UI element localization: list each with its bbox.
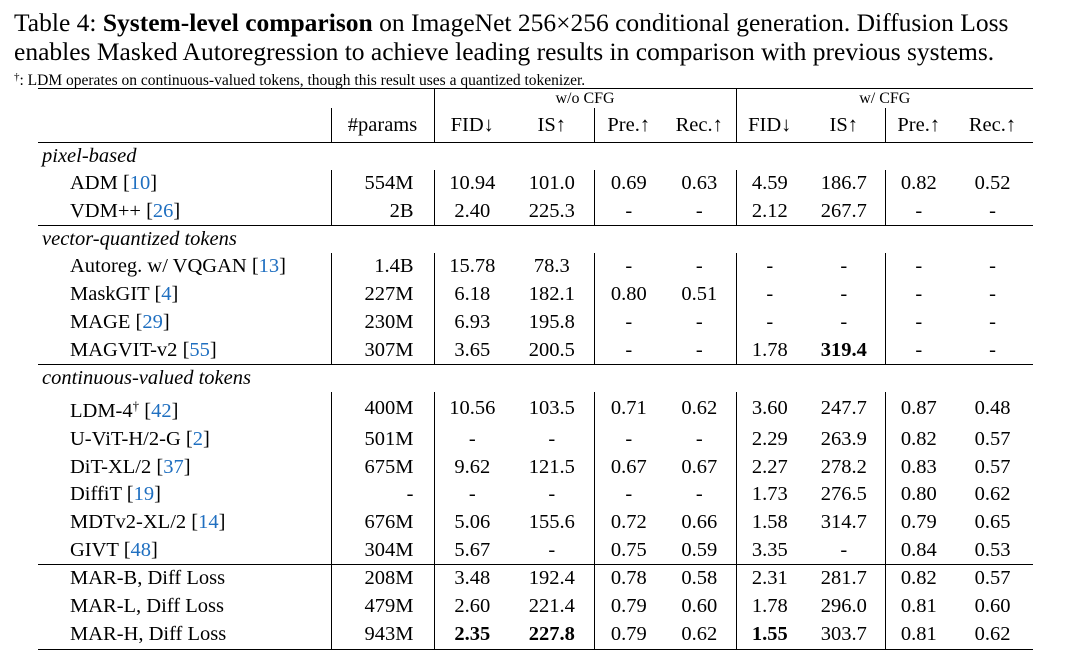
group-wo-cfg: w/o CFG: [434, 89, 736, 109]
citation-number: 26: [152, 199, 174, 222]
section-title: pixel-based: [42, 145, 137, 167]
bracket: ]: [279, 255, 286, 278]
citation-link[interactable]: [252, 255, 286, 277]
value-cell: -: [594, 481, 663, 509]
value-cell: -: [840, 538, 848, 561]
value-cell: 0.62: [952, 621, 1033, 649]
method-cell: [38, 565, 331, 593]
method-cell: [38, 454, 331, 482]
value-cell: 0.67: [594, 454, 663, 482]
method-name: MAGVIT-v2: [70, 338, 183, 361]
value-cell: 2.27: [736, 454, 803, 482]
value-cell: 192.4: [510, 565, 594, 593]
table-row: [38, 170, 1033, 198]
bracket: ]: [162, 310, 170, 333]
table-row: [38, 454, 1033, 482]
value-cell: 0.53: [974, 538, 1011, 561]
method-cell: [38, 621, 331, 649]
value-cell: 0.79: [594, 621, 663, 649]
table-row: [38, 593, 1033, 621]
column-header-row: [38, 108, 1033, 143]
method-cell: [38, 337, 331, 365]
header-fid-w: FID↓: [736, 108, 803, 143]
value-cell: -: [594, 337, 663, 365]
value-cell: 182.1: [528, 283, 575, 306]
value-cell: -: [736, 253, 803, 281]
group-empty-cell: [38, 89, 331, 109]
value-cell: 303.7: [803, 621, 885, 649]
value-cell: 155.6: [528, 511, 575, 534]
header-rec-w: Rec.↑: [952, 108, 1033, 143]
bracket: ]: [173, 199, 181, 222]
value-cell: -: [695, 199, 703, 222]
value-cell: 1.73: [736, 481, 803, 509]
value-cell: 0.87: [885, 392, 952, 426]
value-cell: -: [594, 198, 663, 226]
value-cell: 0.83: [885, 454, 952, 482]
bracket: [: [154, 283, 162, 306]
value-cell: 10.94: [434, 170, 510, 198]
value-cell: -: [434, 481, 510, 509]
caption-prefix: Table 4:: [14, 8, 103, 37]
value-cell: -: [989, 310, 996, 333]
value-cell: 0.72: [594, 509, 663, 537]
value-cell: 0.82: [885, 426, 952, 454]
value-cell: 6.93: [434, 309, 510, 337]
method-cell: [38, 281, 331, 309]
value-cell: -: [840, 283, 848, 306]
value-cell: -: [840, 255, 848, 278]
value-cell: 0.60: [681, 595, 718, 618]
value-cell: 0.78: [594, 565, 663, 593]
method-cell: [38, 537, 331, 565]
method-name: MAR-H, Diff Loss: [70, 622, 227, 645]
value-cell: 3.65: [434, 337, 510, 365]
params-cell: 2B: [331, 198, 434, 226]
value-cell: 0.79: [594, 593, 663, 621]
value-cell: 0.67: [681, 455, 718, 478]
value-cell: 0.66: [681, 511, 718, 534]
citation-link[interactable]: [135, 311, 169, 333]
method-name: MAR-B, Diff Loss: [70, 567, 226, 590]
method-cell: [38, 509, 331, 537]
section-title: vector-quantized tokens: [38, 226, 1033, 254]
value-cell: -: [548, 538, 556, 561]
citation-link[interactable]: [146, 200, 180, 222]
value-cell: -: [548, 483, 556, 506]
value-cell: -: [989, 255, 996, 278]
header-rec-wo: Rec.↑: [663, 108, 736, 143]
params-cell: 675M: [331, 454, 434, 482]
citation-number: 55: [189, 338, 210, 361]
method-name: LDM-4: [70, 400, 133, 423]
value-cell: 0.52: [974, 172, 1011, 194]
value-cell: -: [695, 483, 703, 506]
bracket: ]: [171, 400, 179, 423]
value-cell: 0.48: [974, 397, 1011, 420]
bracket: [: [185, 427, 193, 450]
params-cell: 304M: [331, 537, 434, 565]
method-cell: [38, 392, 331, 426]
bracket: [: [251, 255, 259, 278]
citation-number: 10: [129, 172, 151, 194]
value-cell: 319.4: [820, 338, 867, 361]
header-method: [38, 108, 331, 143]
table-row: [38, 281, 1033, 309]
value-cell: 276.5: [820, 483, 867, 506]
value-cell: -: [434, 426, 510, 454]
method-cell: [38, 593, 331, 621]
value-cell: 2.60: [434, 593, 510, 621]
method-name: U-ViT-H/2-G: [70, 427, 186, 450]
bracket: ]: [218, 511, 226, 534]
method-name: MAGE: [70, 310, 136, 333]
citation-number: 14: [198, 511, 219, 534]
dagger-mark: †: [132, 398, 140, 414]
value-cell: 78.3: [533, 255, 570, 278]
citation-link[interactable]: [191, 511, 225, 533]
table-row: [38, 198, 1033, 226]
table-row: [38, 392, 1033, 426]
value-cell: -: [695, 338, 703, 361]
table-row: [38, 509, 1033, 537]
method-name: DiffiT: [70, 483, 127, 506]
value-cell: 0.62: [663, 621, 736, 649]
table-row: [38, 621, 1033, 649]
bracket: [: [182, 338, 190, 361]
table-row: [38, 253, 1033, 281]
value-cell: 0.81: [885, 593, 952, 621]
group-empty-cell: [331, 89, 434, 109]
params-cell: 400M: [331, 392, 434, 426]
group-w-cfg: w/ CFG: [736, 89, 1033, 109]
value-cell: 314.7: [820, 511, 867, 534]
value-cell: -: [736, 309, 803, 337]
bracket: [: [122, 172, 130, 194]
value-cell: 4.59: [736, 170, 803, 198]
method-name: MAR-L, Diff Loss: [70, 595, 224, 618]
value-cell: 225.3: [528, 199, 575, 222]
value-cell: 267.7: [820, 199, 867, 222]
citation-number: 19: [133, 483, 155, 506]
header-pre-w: Pre.↑: [885, 108, 952, 143]
caption-bold: System-level comparison: [102, 8, 373, 37]
value-cell: 186.7: [820, 172, 867, 194]
citation-number: 42: [151, 400, 172, 423]
section-title: continuous-valued tokens: [38, 365, 1033, 393]
value-cell: -: [594, 426, 663, 454]
method-cell: [38, 426, 331, 454]
citation-link[interactable]: [156, 456, 190, 478]
value-cell: 278.2: [820, 455, 867, 478]
value-cell: 101.0: [528, 172, 575, 194]
footnote-text: : LDM operates on continuous-valued tokens, though this result uses a quantized tokenizer.: [19, 72, 586, 89]
value-cell: 0.75: [594, 537, 663, 565]
value-cell: 227.8: [510, 621, 594, 649]
value-cell: 0.82: [885, 565, 952, 593]
params-cell: 227M: [331, 281, 434, 309]
value-cell: 3.35: [736, 537, 803, 565]
header-pre-wo: Pre.↑: [594, 108, 663, 143]
value-cell: -: [989, 199, 996, 222]
citation-link[interactable]: [144, 400, 178, 422]
footnote-mark: †: [14, 71, 20, 83]
value-cell: 5.67: [434, 537, 510, 565]
value-cell: 103.5: [528, 397, 575, 420]
table-body: [38, 89, 1033, 650]
method-cell: [38, 309, 331, 337]
citation-link[interactable]: [127, 483, 161, 505]
bracket: ]: [171, 283, 179, 306]
value-cell: 0.81: [885, 621, 952, 649]
section-row: [38, 365, 1033, 393]
citation-link[interactable]: [124, 539, 158, 561]
value-cell: 0.65: [974, 511, 1011, 534]
table-row: [38, 337, 1033, 365]
bracket: [: [126, 483, 134, 506]
value-cell: 221.4: [528, 595, 575, 618]
citation-link[interactable]: [123, 172, 157, 194]
value-cell: 1.58: [736, 509, 803, 537]
bracket: [: [123, 538, 131, 561]
value-cell: 195.8: [528, 310, 575, 333]
citation-number: 2: [192, 427, 203, 450]
bracket: ]: [202, 427, 210, 450]
bracket: [: [135, 310, 143, 333]
bracket: [: [191, 511, 199, 534]
value-cell: -: [885, 281, 952, 309]
value-cell: -: [695, 255, 703, 278]
method-cell: [38, 198, 331, 226]
params-cell: 554M: [331, 170, 434, 198]
value-cell: 0.60: [974, 595, 1011, 618]
value-cell: 0.58: [663, 565, 736, 593]
citation-number: 48: [130, 538, 152, 561]
value-cell: 5.06: [434, 509, 510, 537]
value-cell: 0.79: [885, 509, 952, 537]
value-cell: -: [594, 253, 663, 281]
value-cell: 2.35: [434, 621, 510, 649]
citation-number: 37: [163, 455, 184, 478]
value-cell: -: [989, 338, 996, 361]
value-cell: 247.7: [820, 397, 867, 420]
header-is-wo: IS↑: [510, 108, 594, 143]
method-cell: [38, 253, 331, 281]
section-row: [38, 143, 1033, 171]
value-cell: 0.80: [594, 281, 663, 309]
value-cell: 6.18: [434, 281, 510, 309]
params-cell: 943M: [331, 621, 434, 649]
bracket: [: [156, 455, 164, 478]
table-caption: [14, 8, 1074, 66]
value-cell: 200.5: [528, 338, 575, 361]
value-cell: 0.62: [974, 483, 1011, 506]
section-row: [38, 226, 1033, 254]
params-cell: 479M: [331, 593, 434, 621]
value-cell: 281.7: [803, 565, 885, 593]
value-cell: 1.55: [736, 621, 803, 649]
citation-number: 29: [142, 310, 163, 333]
table-row: [38, 309, 1033, 337]
method-name: MaskGIT: [70, 283, 155, 306]
bracket: ]: [150, 172, 158, 194]
value-cell: 0.82: [885, 170, 952, 198]
params-cell: 230M: [331, 309, 434, 337]
value-cell: 1.78: [736, 593, 803, 621]
value-cell: 0.57: [952, 565, 1033, 593]
table-footnote: [14, 68, 1074, 90]
value-cell: 0.71: [594, 392, 663, 426]
bracket: ]: [209, 338, 217, 361]
header-fid-wo: FID↓: [434, 108, 510, 143]
value-cell: 10.56: [434, 392, 510, 426]
table-row: [38, 481, 1033, 509]
value-cell: 2.12: [736, 198, 803, 226]
method-name: DiT-XL/2: [70, 455, 157, 478]
method-name: ADM: [70, 172, 123, 194]
value-cell: 121.5: [528, 455, 575, 478]
citation-link[interactable]: [186, 428, 210, 450]
value-cell: 0.84: [885, 537, 952, 565]
bracket: [: [146, 199, 153, 222]
header-params: #params: [331, 108, 434, 143]
value-cell: 263.9: [820, 427, 867, 450]
method-name: Autoreg. w/ VQGAN: [70, 255, 252, 278]
value-cell: 0.59: [681, 538, 718, 561]
value-cell: 0.69: [594, 170, 663, 198]
value-cell: 9.62: [434, 454, 510, 482]
table-row: [38, 537, 1033, 565]
value-cell: 0.80: [885, 481, 952, 509]
value-cell: 0.51: [681, 283, 718, 306]
comparison-table: [38, 88, 1033, 650]
params-cell: 676M: [331, 509, 434, 537]
citation-number: 4: [161, 283, 172, 306]
table-row: [38, 426, 1033, 454]
bracket: ]: [151, 538, 158, 561]
caption-rest: on ImageNet 256×256 conditional generation. Diffusion Loss enables Masked Autoregression to achieve leading results in comparison with previous systems.: [14, 8, 1009, 66]
params-cell: 501M: [331, 426, 434, 454]
table-row: [38, 565, 1033, 593]
value-cell: -: [695, 427, 703, 450]
value-cell: -: [989, 283, 996, 306]
value-cell: 296.0: [820, 595, 867, 618]
value-cell: 1.78: [736, 337, 803, 365]
bracket: [: [144, 400, 152, 423]
method-name: MDTv2-XL/2: [70, 511, 192, 534]
comparison-table-wrap: [38, 88, 1033, 650]
value-cell: -: [885, 337, 952, 365]
method-cell: [38, 170, 331, 198]
bracket: ]: [154, 483, 161, 506]
value-cell: -: [885, 309, 952, 337]
value-cell: 15.78: [434, 253, 510, 281]
params-cell: 307M: [331, 337, 434, 365]
method-cell: [38, 481, 331, 509]
value-cell: -: [885, 198, 952, 226]
value-cell: -: [840, 310, 848, 333]
value-cell: -: [695, 310, 703, 333]
params-cell: -: [331, 481, 434, 509]
value-cell: 3.48: [434, 565, 510, 593]
params-cell: 208M: [331, 565, 434, 593]
value-cell: -: [736, 281, 803, 309]
value-cell: 3.60: [736, 392, 803, 426]
value-cell: -: [594, 309, 663, 337]
header-is-w: IS↑: [803, 108, 885, 143]
value-cell: -: [885, 253, 952, 281]
bracket: ]: [183, 455, 191, 478]
citation-number: 13: [258, 255, 280, 278]
value-cell: -: [548, 427, 556, 450]
citation-link[interactable]: [154, 283, 178, 305]
value-cell: 0.57: [974, 427, 1011, 450]
group-header-row: [38, 89, 1033, 109]
value-cell: 0.57: [974, 455, 1011, 478]
method-name: GIVT: [70, 538, 124, 561]
params-cell: 1.4B: [331, 253, 434, 281]
value-cell: 2.40: [434, 198, 510, 226]
method-name: VDM++: [70, 199, 147, 222]
citation-link[interactable]: [183, 339, 217, 361]
value-cell: 2.31: [736, 565, 803, 593]
value-cell: 0.63: [681, 172, 718, 194]
value-cell: 2.29: [736, 426, 803, 454]
value-cell: 0.62: [681, 397, 718, 420]
